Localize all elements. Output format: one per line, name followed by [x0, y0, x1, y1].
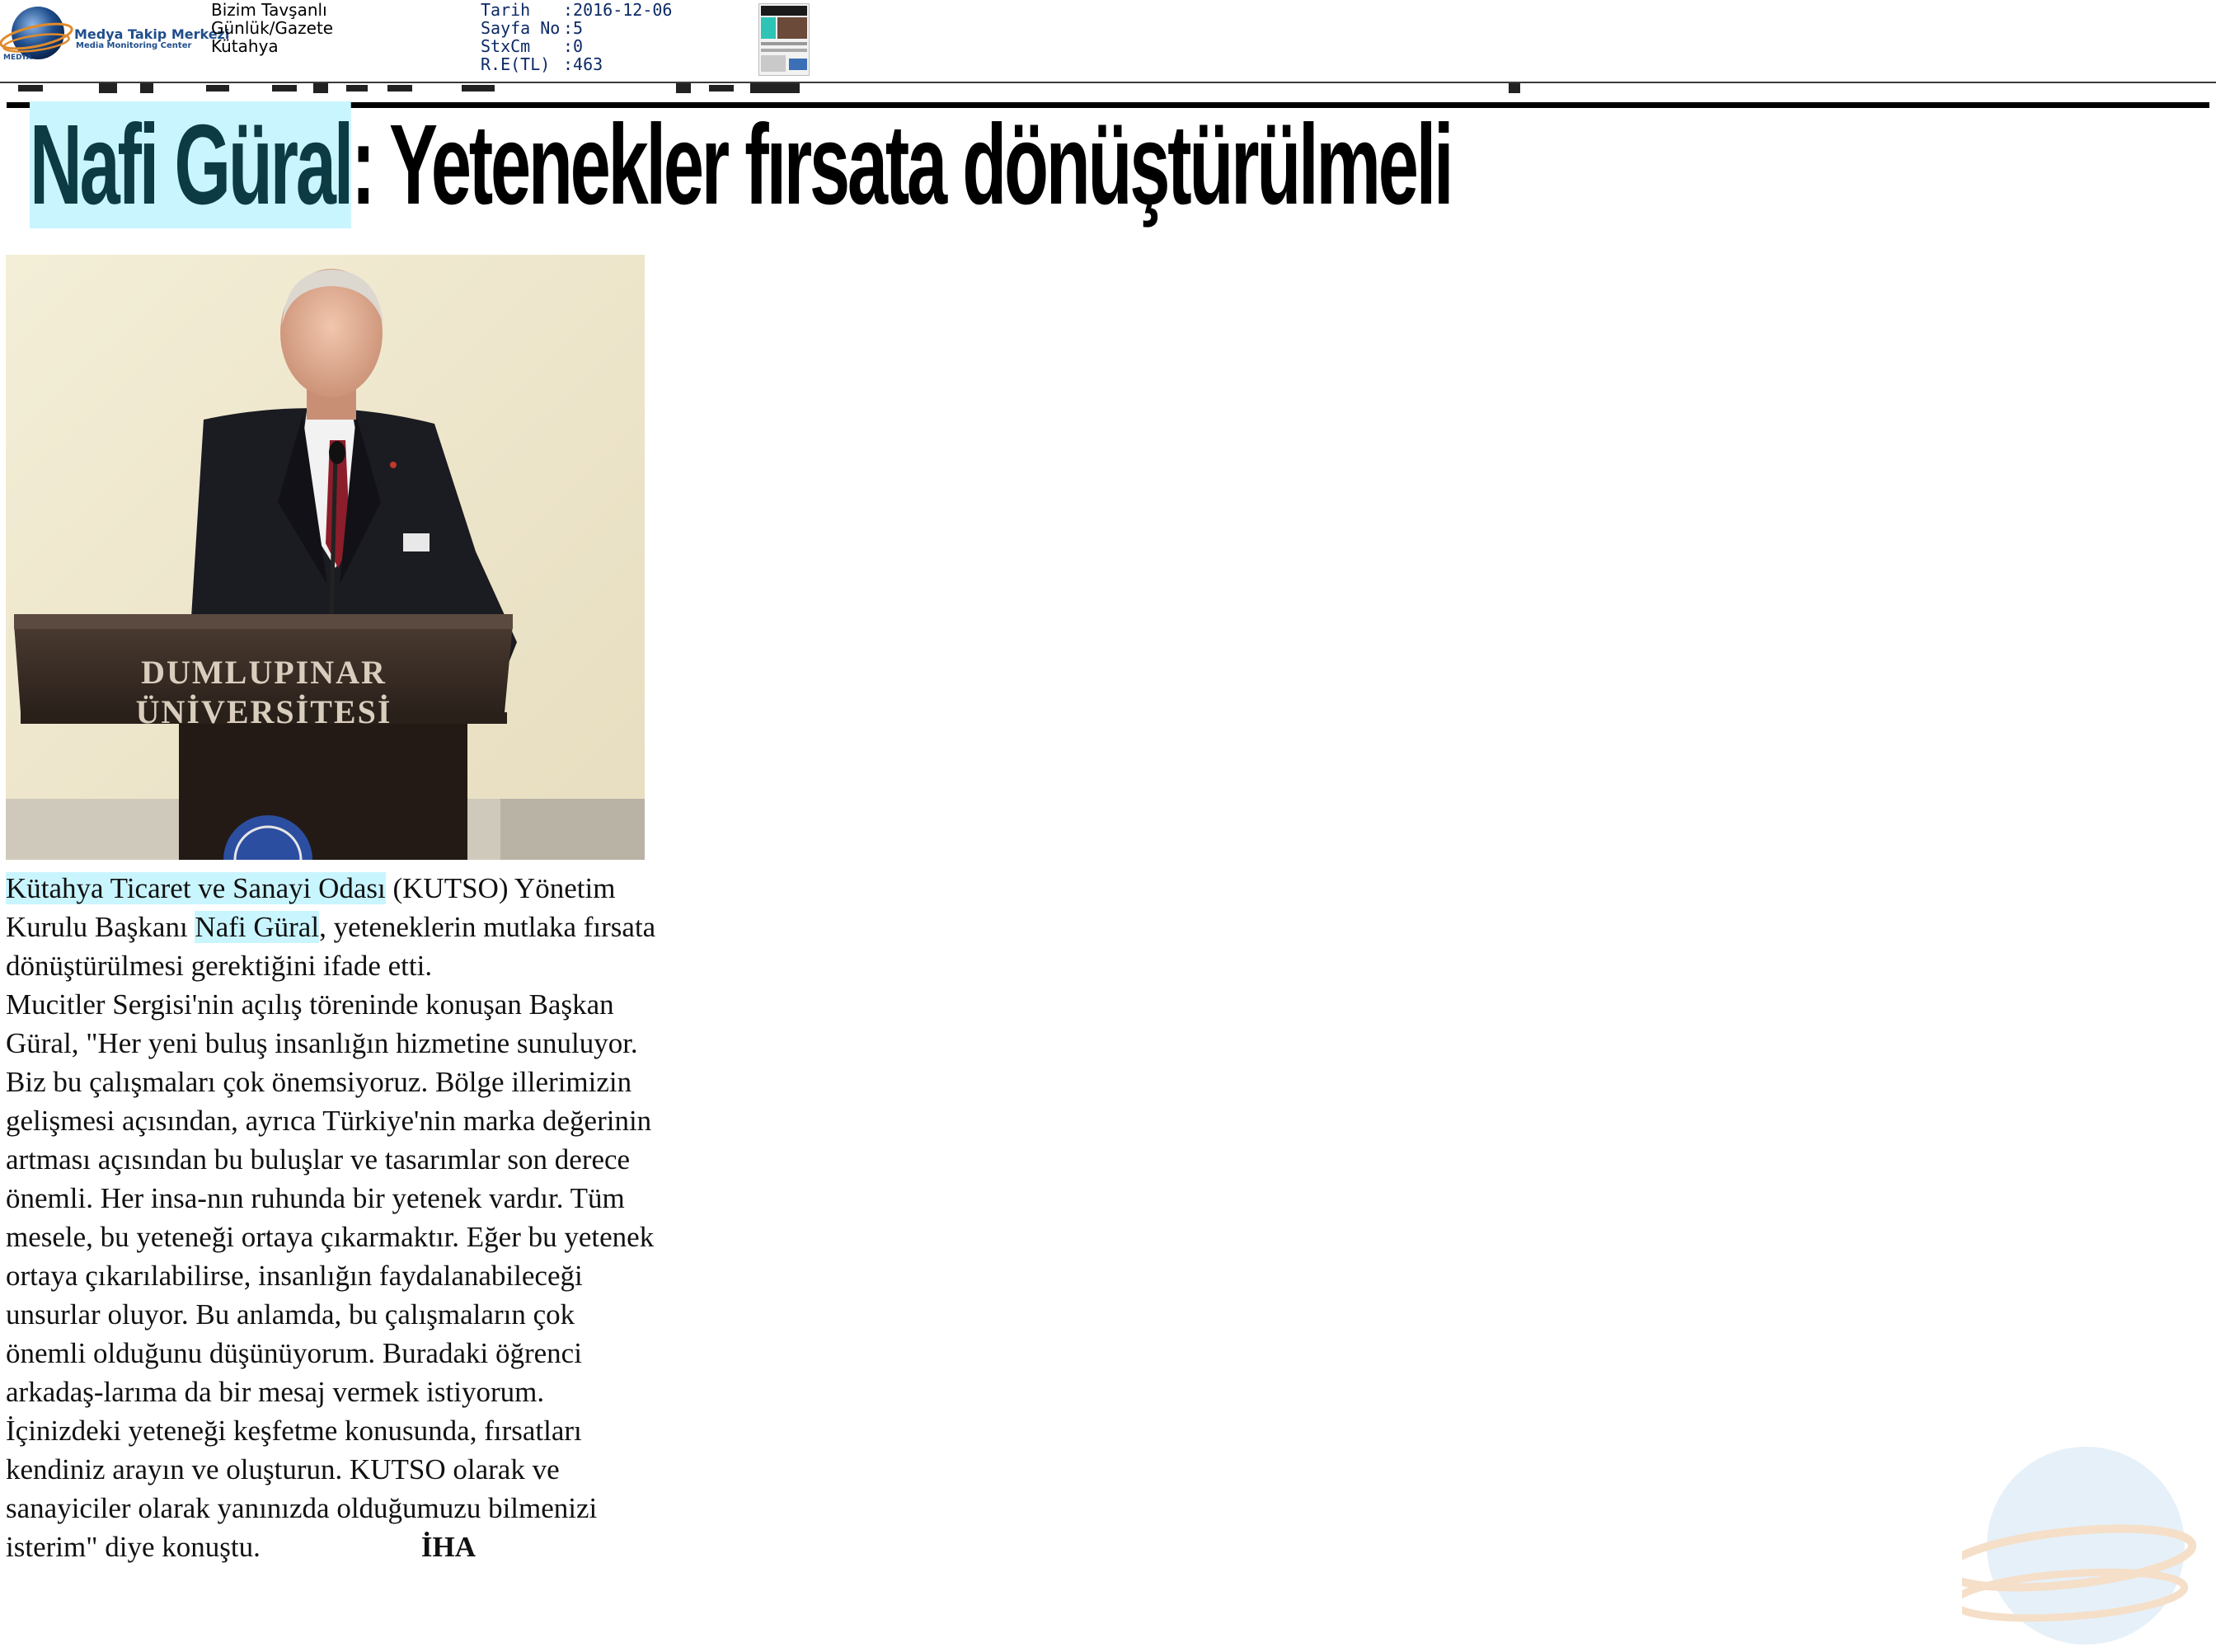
article-body: [6, 869, 657, 1566]
logo-title: Medya Takip Merkezi: [74, 26, 230, 42]
meta-label: Tarih: [481, 0, 531, 20]
publication-info: [211, 1, 333, 55]
publication-city: Kütahya: [211, 36, 279, 56]
article-photo: [6, 255, 645, 860]
meta-value: :0: [563, 36, 584, 56]
medya-takip-logo: [0, 0, 230, 74]
clipping-header: [0, 0, 2216, 83]
meta-row-date: [481, 1, 672, 19]
news-agency-credit: İHA: [420, 1531, 476, 1563]
meta-row-ad-value: [481, 55, 672, 73]
paragraph-text: (KUTSO) Yönetim Kurulu Başkanı: [6, 872, 616, 943]
headline: [30, 101, 1452, 228]
headline-name: Nafi Güral: [30, 101, 352, 228]
meta-row-stxcm: [481, 37, 672, 55]
page-thumbnail[interactable]: [758, 3, 810, 76]
watermark-globe-icon: [1962, 1443, 2209, 1649]
logo-subtitle: Media Monitoring Center: [76, 41, 192, 50]
meta-value: :2016-12-06: [563, 0, 673, 20]
headline-text: : Yetenekler fırsata dönüştürülmeli: [351, 101, 1452, 228]
masthead-fragment: [0, 82, 2216, 94]
masthead-fragment-strokes: [0, 83, 2216, 94]
podium-text-line1: DUMLUPINAR: [141, 654, 387, 691]
podium-text-line2: ÜNİVERSİTESİ: [135, 693, 392, 730]
paragraph-text: , yeteneklerin mutlaka fırsata dönüştürülmesi gerektiğini ifade etti.: [6, 911, 656, 982]
article-paragraph-1: [6, 869, 657, 985]
paragraph-text: Mucitler Sergisi'nin açılış töreninde konuşan Başkan Güral, "Her yeni buluş insanlığın hizmetine sunuluyor. Biz bu çalışmaları çok önemsiyoruz. Bölge illerimizin gelişmesi açısından, ayrıca Türkiye'nin marka değerinin artması açısından bu buluşlar ve tasarımlar son derece önemli. Her insa-nın ruhunda bir yetenek vardır. Tüm mesele, bu yeteneği ortaya çıkarmaktır. Eğer bu yetenek ortaya çıkarılabilirse, insanlığın faydalanabileceği unsurlar oluyor. Bu anlamda, bu çalışmaların çok önemli olduğunu düşünüyorum. Buradaki öğrenci arkadaş-larıma da bir mesaj vermek istiyorum. İçinizdeki yeteneği keşfetme konusunda, fırsatları kendiniz arayın ve oluşturun. KUTSO olarak ve sanayiciler olarak yanınızda olduğumuzu bilmenizi isterim" diye konuştu.: [6, 988, 655, 1563]
publication-name: Bizim Tavşanlı: [211, 0, 327, 20]
highlight-organization: Kütahya Ticaret ve Sanayi Odası: [6, 872, 386, 904]
meta-row-page: [481, 19, 672, 37]
meta-value: :5: [563, 18, 584, 38]
svg-text:MEDYA: MEDYA: [3, 54, 32, 62]
highlight-person: Nafi Güral: [195, 911, 320, 943]
meta-value: :463: [563, 54, 603, 74]
clipping-meta: [481, 1, 672, 73]
meta-label: Sayfa No: [481, 18, 561, 38]
meta-label: R.E(TL): [481, 54, 551, 74]
publication-type: Günlük/Gazete: [211, 18, 334, 38]
article-paragraph-2: [6, 985, 657, 1566]
meta-label: StxCm: [481, 36, 531, 56]
